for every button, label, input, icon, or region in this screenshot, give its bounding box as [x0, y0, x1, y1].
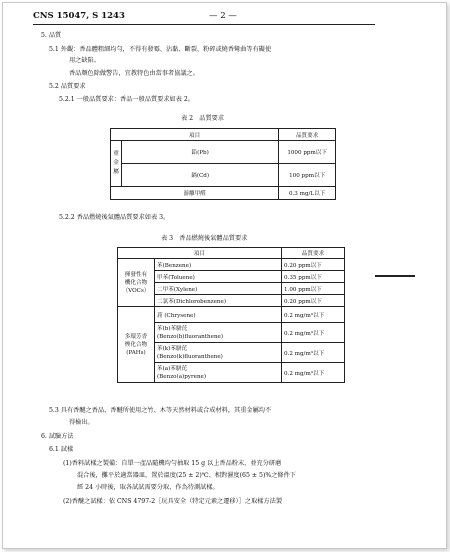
table3-cell-req: 0.35 ppm以下: [282, 271, 345, 283]
section-5-1-note: 香品顏色除做警告，宜教特色由當事者協議之。: [69, 70, 199, 77]
table3-cell-item: 苯(Benzene): [155, 259, 282, 271]
table2-header-item: 項目: [111, 129, 279, 141]
table-2: [110, 128, 336, 200]
table3-cell-item: 二氯苯(Dichlorobenzene): [155, 295, 282, 307]
section-5-2-1: 5.2.1 一般品質要求：香品一般品質要求如表 2。: [59, 96, 194, 103]
table2-cell-req: 100 ppm以下: [279, 164, 336, 187]
page-number: — 2 —: [209, 11, 237, 21]
section-5-3-cont: 得檢出。: [69, 419, 94, 426]
table3-group-pahs: 多環芳香 煙化合物 (PAHs): [118, 307, 155, 383]
section-6-1-p1: (1)香料試樣之製備：自單一產品隨機均勻抽取 15 g 以上香品粉末，並充分研磨: [63, 460, 282, 467]
table3-cell-item: 䓛 (Chrysene): [155, 307, 282, 323]
table3-cell-item: 苯(k)苯駢芘 (Benzo(k)fluoranthene): [155, 343, 282, 363]
table2-cell-req: 0.3 mg/L以下: [279, 187, 336, 200]
table3-group-vocs: 揮發性有 機化合物 （VOCs）: [118, 259, 155, 307]
table2-caption: 表 2 品質要求: [181, 115, 225, 122]
table3-cell-req: 0.2 mg/m³以下: [282, 363, 345, 383]
section-5-2: 5.2 品質要求: [49, 83, 86, 90]
section-5-1: 5.1 外觀：香品體粗細均勻，不得有發霉、沾黏、斷裂、粉碎或燒香彎曲等有礙使: [49, 46, 272, 53]
section-6-1-p1-cont2: 經 24 小時後，取各試試需要分取，作為待測試樣。: [77, 484, 219, 491]
table2-cell-item: 鉛(Pb): [122, 141, 279, 164]
table3-cell-req: 0.2 mg/m³以下: [282, 343, 345, 363]
section-6-title: 6. 試驗方法: [41, 433, 74, 440]
table2-cell-item: 游離甲醛: [111, 187, 279, 200]
header-rule: [33, 24, 375, 25]
binding-mark: [375, 275, 415, 277]
table3-header-item: 項目: [118, 248, 282, 259]
table3-cell-req: 0.20 ppm以下: [282, 259, 345, 271]
table2-cell-item: 鎘(Cd): [122, 164, 279, 187]
table3-cell-item: 苯(a)苯駢芘 (Benzo(a)pyrene): [155, 363, 282, 383]
table3-cell-req: 0.2 mg/m³以下: [282, 323, 345, 343]
document-page: [2, 2, 447, 549]
table3-cell-item: 苯(b)苯駢芘 (Benzo(b)fluoranthene): [155, 323, 282, 343]
section-5-1-cont: 用之缺陷。: [69, 57, 100, 64]
section-5-2-2: 5.2.2 香品燃燒後氣體品質要求如表 3。: [59, 214, 170, 221]
doc-number: CNS 15047, S 1243: [33, 11, 125, 21]
table3-cell-item: 甲苯(Toluene): [155, 271, 282, 283]
table2-header-req: 品質要求: [279, 129, 336, 141]
table2-cell-req: 1000 ppm以下: [279, 141, 336, 164]
section-6-1: 6.1 試樣: [49, 446, 74, 453]
section-6-1-p2: (2)香醚之試樣：依 CNS 4797-2［玩具安全（特定元素之遷移）］之取樣方法製: [63, 498, 283, 505]
table3-cell-item: 二甲苯(Xylene): [155, 283, 282, 295]
table3-cell-req: 0.2 mg/m³以下: [282, 307, 345, 323]
table3-cell-req: 1.00 ppm以下: [282, 283, 345, 295]
table3-cell-req: 0.20 ppm以下: [282, 295, 345, 307]
table-3: [117, 247, 345, 383]
page-header: [33, 11, 375, 23]
table2-group-heavy-metal: 重 金 屬: [111, 141, 122, 187]
table3-caption: 表 3 香品燃燒後氣體品質要求: [161, 235, 248, 242]
table3-header-req: 品質要求: [282, 248, 345, 259]
section-6-1-p1-cont: 混合後，攤平於適當器皿，置於溫度(25 ± 2)℃、相對濕度(65 ± 5)%之條件下: [77, 472, 296, 479]
section-5-3: 5.3 具有香醚之香品，香醚所使用之竹、木等天然材料或合成材料，其重金屬均不: [49, 407, 272, 414]
section-5-title: 5. 品質: [41, 32, 62, 39]
